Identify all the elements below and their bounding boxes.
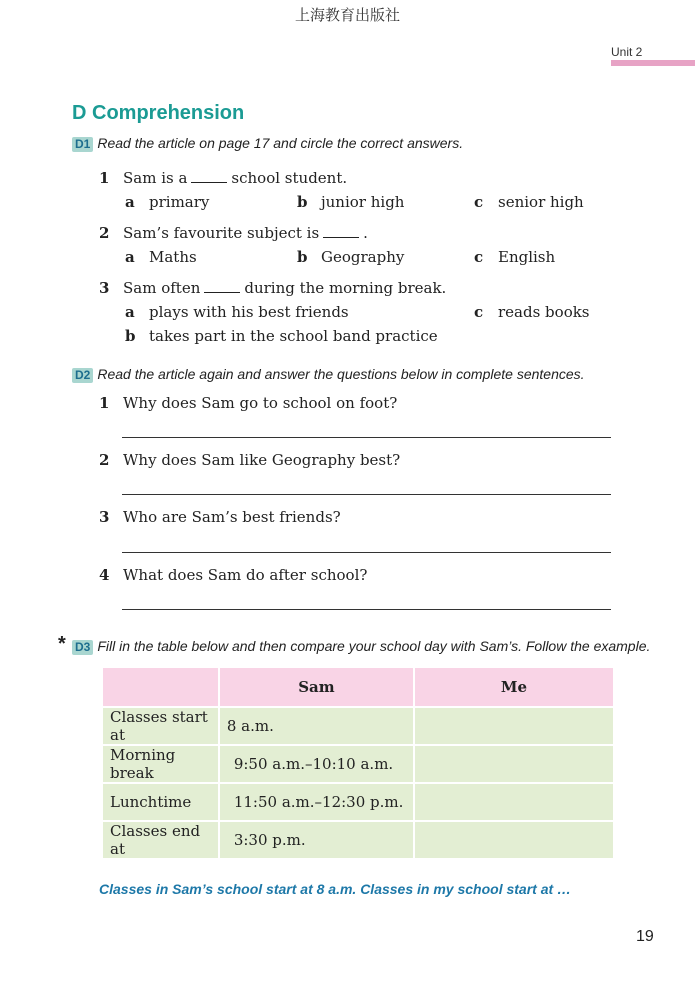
question-text: school student. (231, 169, 348, 187)
table-row (102, 707, 614, 745)
row-label: Classes end at (102, 821, 219, 859)
section-title: D Comprehension (72, 102, 245, 124)
option-text: reads books (498, 303, 590, 321)
row-label: Lunchtime (102, 783, 219, 821)
me-cell[interactable] (414, 707, 614, 745)
question-text: Why does Sam go to school on foot? (123, 394, 398, 412)
option-text: Maths (149, 248, 197, 266)
unit-label: Unit 2 (611, 45, 643, 59)
answer-line[interactable] (122, 609, 611, 610)
d1-q3-option-a[interactable] (125, 303, 349, 321)
d2-question-2 (99, 451, 400, 469)
d2-question-1 (99, 394, 397, 412)
option-letter: c (474, 248, 484, 266)
d1-q2-option-c[interactable] (474, 248, 555, 266)
d1-q1-option-c[interactable] (474, 193, 584, 211)
question-text: Sam’s favourite subject is (123, 224, 320, 242)
question-text: Why does Sam like Geography best? (123, 451, 401, 469)
option-letter: c (474, 303, 484, 321)
question-text: during the morning break. (244, 279, 447, 297)
option-letter: c (474, 193, 484, 211)
option-text: primary (149, 193, 210, 211)
table-header-cell: Sam (219, 667, 414, 707)
question-text: What does Sam do after school? (123, 566, 368, 584)
answer-blank[interactable] (323, 225, 359, 238)
answer-line[interactable] (122, 437, 611, 438)
question-number: 4 (99, 566, 110, 584)
sam-cell: 11:50 a.m.–12:30 p.m. (219, 783, 414, 821)
optional-star-icon: * (58, 633, 66, 655)
sam-cell: 9:50 a.m.–10:10 a.m. (219, 745, 414, 783)
d2-question-4 (99, 566, 367, 584)
table-row (102, 745, 614, 783)
d1-question-2 (99, 224, 368, 242)
question-number: 2 (99, 451, 110, 469)
question-text: Sam often (123, 279, 201, 297)
table-header-cell (102, 667, 219, 707)
d1-q1-option-a[interactable] (125, 193, 209, 211)
option-text: junior high (321, 193, 405, 211)
d1-q3-option-b[interactable] (125, 327, 438, 345)
d1-q2-option-a[interactable] (125, 248, 197, 266)
d2-tag: D2 (72, 368, 93, 383)
option-letter: b (297, 248, 308, 266)
d1-q2-option-b[interactable] (297, 248, 404, 266)
table-row (102, 821, 614, 859)
d3-tag: D3 (72, 640, 93, 655)
question-text: Who are Sam’s best friends? (123, 508, 341, 526)
question-number: 1 (99, 394, 110, 412)
table-header-row (102, 667, 614, 707)
d3-instruction-text: Fill in the table below and then compare your school day with Sam’s. Follow the example. (97, 638, 651, 654)
d1-q3-option-c[interactable] (474, 303, 590, 321)
option-letter: a (125, 303, 135, 321)
d1-q1-option-b[interactable] (297, 193, 404, 211)
option-letter: a (125, 248, 135, 266)
answer-blank[interactable] (204, 280, 240, 293)
option-text: takes part in the school band practice (149, 327, 438, 345)
d1-instruction-text: Read the article on page 17 and circle the correct answers. (97, 135, 464, 151)
d2-instruction (72, 366, 585, 383)
question-number: 3 (99, 279, 110, 297)
option-letter: b (297, 193, 308, 211)
d1-tag: D1 (72, 137, 93, 152)
option-text: English (498, 248, 556, 266)
table-header-cell: Me (414, 667, 614, 707)
option-text: Geography (321, 248, 405, 266)
table-row (102, 783, 614, 821)
row-label: Classes start at (102, 707, 219, 745)
question-number: 1 (99, 169, 110, 187)
answer-blank[interactable] (191, 170, 227, 183)
sam-cell: 3:30 p.m. (219, 821, 414, 859)
page-number: 19 (636, 928, 654, 945)
schedule-table (101, 666, 615, 860)
question-number: 2 (99, 224, 110, 242)
answer-line[interactable] (122, 552, 611, 553)
publisher-name: 上海教育出版社 (294, 6, 400, 24)
d2-instruction-text: Read the article again and answer the questions below in complete sentences. (97, 366, 585, 382)
d1-question-3 (99, 279, 446, 297)
option-letter: b (125, 327, 136, 345)
d3-instruction (72, 638, 650, 655)
question-number: 3 (99, 508, 110, 526)
sam-cell: 8 a.m. (219, 707, 414, 745)
question-text: . (363, 224, 368, 242)
option-letter: a (125, 193, 135, 211)
question-text: Sam is a (123, 169, 188, 187)
option-text: senior high (498, 193, 584, 211)
me-cell[interactable] (414, 745, 614, 783)
d2-question-3 (99, 508, 341, 526)
example-sentence: Classes in Sam’s school start at 8 a.m. Classes in my school start at … (99, 881, 572, 897)
me-cell[interactable] (414, 783, 614, 821)
unit-bar (611, 60, 695, 66)
me-cell[interactable] (414, 821, 614, 859)
option-text: plays with his best friends (149, 303, 349, 321)
d1-instruction (72, 135, 463, 152)
d1-question-1 (99, 169, 347, 187)
answer-line[interactable] (122, 494, 611, 495)
row-label: Morning break (102, 745, 219, 783)
